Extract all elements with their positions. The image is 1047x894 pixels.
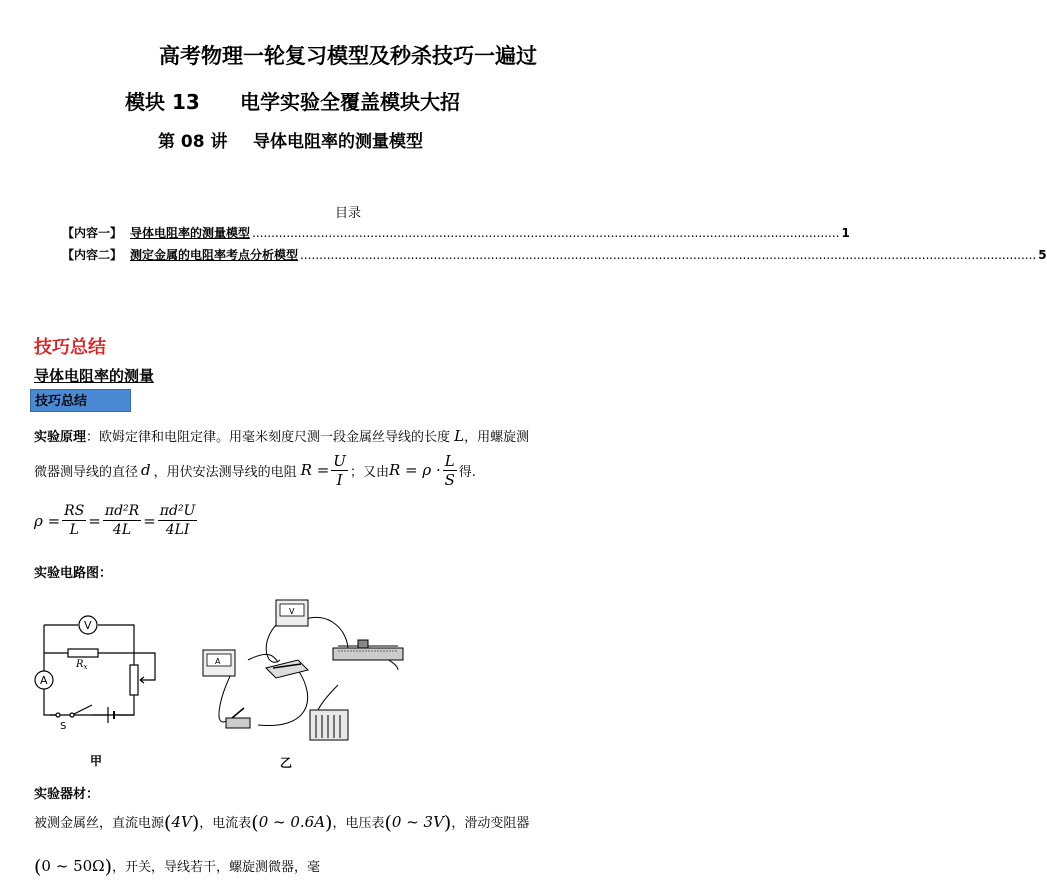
- toc-item-1[interactable]: [62, 224, 850, 241]
- section-subheading: 导体电阻率的测量: [34, 367, 155, 385]
- equipment-text: 被测金属丝，直流电源: [34, 816, 165, 831]
- principle-text: ，用螺旋测: [464, 430, 530, 445]
- caption-b: 乙: [280, 756, 293, 770]
- rheostat-range: 0 ~ 50Ω: [41, 857, 105, 875]
- resistivity-formula: [34, 502, 199, 539]
- principle-line-1: [34, 426, 529, 445]
- power-supply-value: 4V: [171, 813, 192, 831]
- eq2-lhs: R = ρ ·: [388, 461, 441, 479]
- principle-text: ；又由: [349, 464, 389, 480]
- battery-icon: [310, 710, 348, 740]
- equipment-line-1: 被测金属丝，直流电源(4V)，电流表(0 ~ 0.6A)，电压表(0 ~ 3V)，滑动变阻器: [34, 812, 530, 834]
- formula-equals: =: [88, 511, 101, 530]
- formula-fraction-2: $\frac{\text{πd²R}}{4L}$: [104, 503, 140, 538]
- lecture-title: 导体电阻率的测量模型: [253, 132, 423, 152]
- principle-text: 微器测导线的直径: [34, 464, 139, 480]
- principle-text: ：欧姆定律和电阻定律。用毫米刻度尺测一段金属丝导线的长度: [86, 430, 451, 445]
- voltmeter-range: 0 ~ 3V: [391, 813, 444, 831]
- toc-leader: .................................................................................................................................................................................................: [300, 248, 1037, 262]
- principle-label: 实验原理: [34, 430, 87, 445]
- voltmeter-symbol: V: [84, 619, 92, 632]
- circuit-diagram-a: [30, 605, 170, 730]
- voltmeter-icon: [276, 600, 308, 626]
- module-number: 模块 13: [125, 90, 200, 114]
- series-title: 高考物理一轮复习模型及秒杀技巧一遍过: [159, 44, 537, 68]
- var-d: d: [141, 461, 151, 479]
- equipment-text: ，电流表: [199, 816, 252, 831]
- eq1-fraction: $\frac{U}{I}$: [333, 451, 346, 489]
- toc-item-title[interactable]: 测定金属的电阻率考点分析模型: [130, 248, 299, 262]
- formula-fraction-3: $\frac{\text{πd²U}}{4LI}$: [159, 503, 196, 538]
- ammeter-range: 0 ~ 0.6A: [258, 813, 326, 831]
- switch-label: S: [60, 721, 67, 732]
- toc-item-title[interactable]: 导体电阻率的测量模型: [130, 226, 251, 240]
- formula-rho: ρ =: [34, 511, 61, 530]
- equipment-text: ，滑动变阻器: [451, 816, 530, 831]
- toc-leader: ..........................................................................................................................................................: [252, 226, 840, 240]
- equipment-text: ，开关，导线若干，螺旋测微器，毫: [112, 860, 321, 875]
- svg-text:V: V: [289, 607, 295, 616]
- equipment-line-2: (0 ~ 50Ω)，开关，导线若干，螺旋测微器，毫: [34, 856, 321, 878]
- formula-fraction-1: $\frac{RS}{L}$: [64, 503, 85, 538]
- ammeter-symbol: A: [40, 674, 48, 687]
- toc-item-tag: 【内容二】: [62, 248, 123, 262]
- caption-a: 甲: [90, 754, 103, 768]
- toc-item-tag: 【内容一】: [62, 226, 123, 240]
- tip-badge: 技巧总结: [30, 389, 131, 412]
- lecture-number: 第 08 讲: [158, 132, 228, 152]
- resistor-label: $R_x$: [76, 659, 88, 671]
- principle-text: 得.: [458, 464, 476, 480]
- toc-item-page: 5: [1038, 248, 1047, 262]
- svg-text:A: A: [215, 657, 221, 666]
- equipment-label: 实验器材：: [34, 787, 100, 802]
- principle-text: ，用伏安法测导线的电阻: [153, 464, 297, 480]
- switch-icon: [226, 708, 250, 728]
- formula-equals: =: [143, 511, 156, 530]
- module-title: 电学实验全覆盖模块大招: [240, 90, 460, 114]
- circuit-diagram-b: [198, 590, 413, 755]
- var-L: L: [454, 427, 465, 445]
- toc-heading: 目录: [334, 206, 361, 221]
- principle-line-2: [34, 448, 476, 492]
- rheostat-icon: [333, 640, 403, 660]
- toc-item-2[interactable]: [62, 246, 1047, 263]
- eq2-fraction: $\frac{L}{S}$: [444, 451, 455, 489]
- circuit-label: 实验电路图：: [34, 566, 113, 581]
- eq1-lhs: R =: [300, 461, 330, 479]
- equipment-text: ，电压表: [332, 816, 385, 831]
- section-heading: 技巧总结: [34, 337, 106, 358]
- toc-item-page: 1: [841, 226, 850, 240]
- ammeter-icon: [203, 650, 235, 676]
